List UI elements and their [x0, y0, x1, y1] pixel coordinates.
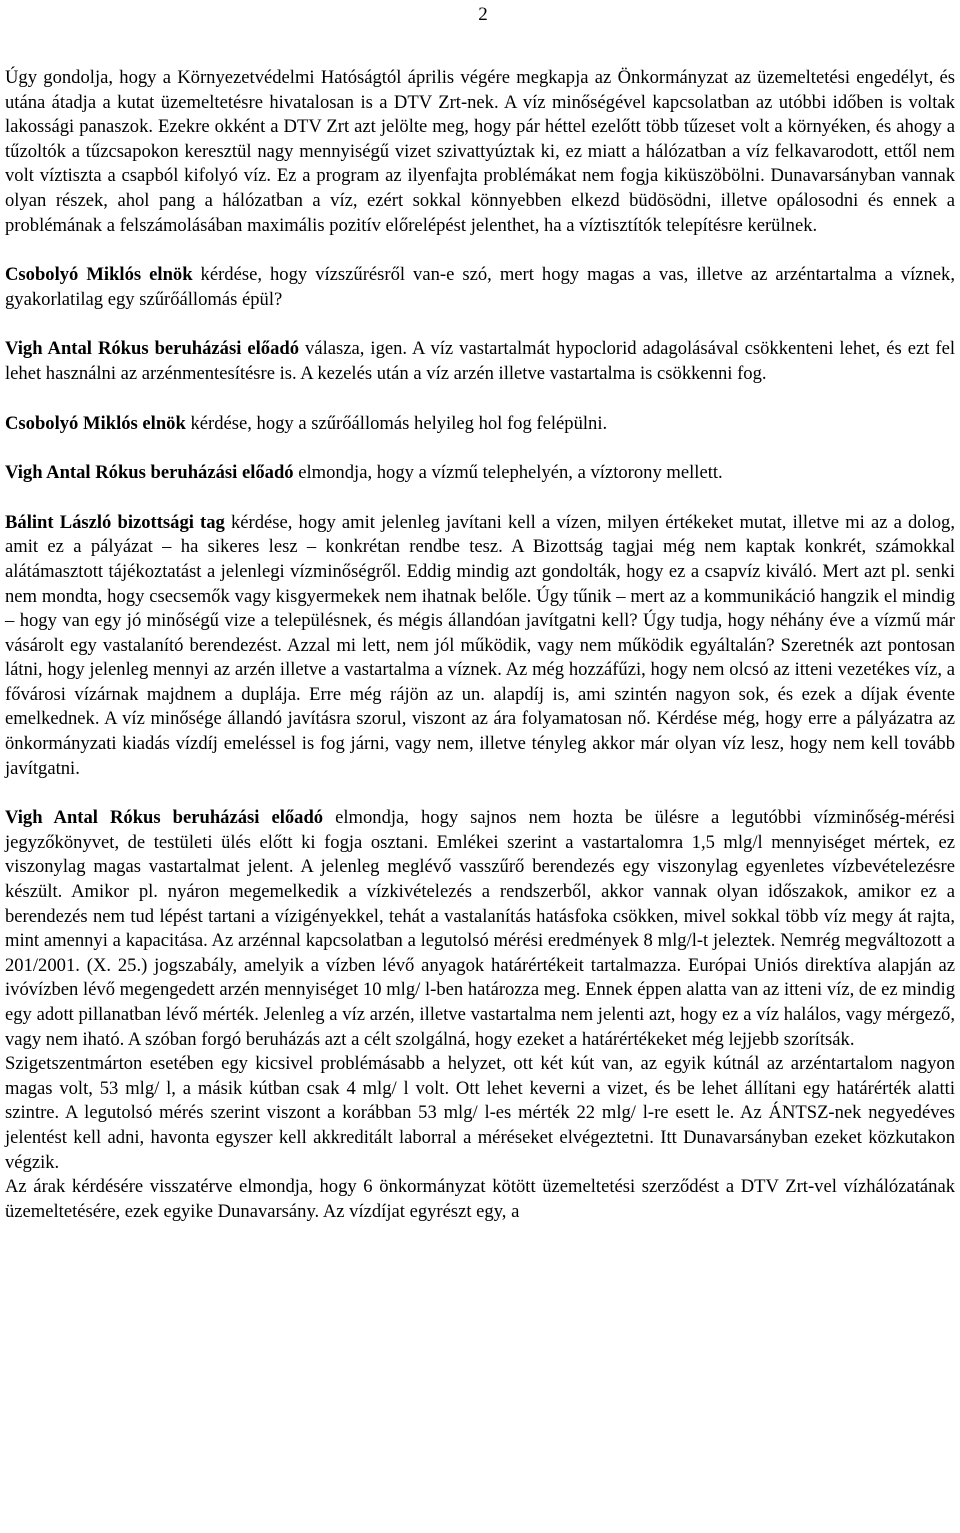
- paragraph-text: válasza, igen. A víz vastartalmát hypoclorid adagolásával csökkenteni lehet, és ezt fel lehet használni az arzénmentesítésre is. A kezelés után a víz arzén illetve vastartalma is csökkenni fog.: [5, 338, 955, 384]
- paragraph-intro: [5, 66, 955, 238]
- paragraph-question-location: [5, 412, 955, 437]
- speaker-name: Bálint László bizottsági tag: [5, 511, 225, 533]
- paragraph-szigetszentmarton: [5, 1052, 955, 1175]
- paragraph-text: kérdése, hogy a szűrőállomás helyileg hol fog felépülni.: [185, 412, 608, 434]
- paragraph-text: kérdése, hogy amit jelenleg javítani kell a vízen, milyen értékeket mutat, illetve mi az a dolog, amit ez a pályázat – ha sikeres lesz – konkrétan rendbe tesz. A Bizottság tagjai még nem kaptak konkrét, számokkal alátámasztott tájékoztatást a jelenlegi vízminőségről. Eddig mindig azt gondolták, hogy ez a csapvíz kiváló. Mert azt pl. senki nem mondta, hogy csecsemők vagy kisgyermekek nem ihatnak belőle. Úgy tűnik – mert az a kommunikáció hangzik el mindig – hogy van egy jó minőségű vize a településnek, és mégis állandóan javítgatni kell? Úgy tudja, hogy néhány éve a vízmű már vásárolt egy vastalanító berendezést. Azzal mi lett, nem jól működik, vagy nem működik egyáltalán? Szeretnék azt pontosan látni, hogy jelenleg mennyi az arzén illetve a vastartalma a víznek. Az még hozzáfűzi, hogy nem olcsó az itteni vezetékes víz, a fővárosi vízárnak majdnem a duplája. Erre még rájön az un. alapdíj is, ami szintén nagyon sok, és ezek a díjak évente emelkednek. A víz minősége állandó javításra szorul, viszont az ára folyamatosan nő. Kérdése még, hogy erre a pályázatra az önkormányzati kiadás vízdíj emeléssel is fog járni, vagy nem, illetve tényleg akkor már olyan víz lesz, hogy nem kell tovább javítgatni.: [5, 511, 955, 779]
- paragraph-text: Szigetszentmárton esetében egy kicsivel problémásabb a helyzet, ott két kút van, az egyik kútnál az arzéntartalom nagyon magas volt, 53 mlg/ l, a másik kútban csak 4 mlg/ l volt. Ott lehet keverni a vizet, és be lehet állítani egy határérték alatti szintre. A legutolsó mérés szerint viszont a korábban 53 mlg/ l-es mérték 22 mlg/ l-re esett le. Az ÁNTSZ-nek negyedéves jelentést kell adni, havonta egyszer kell akkreditált laborral a méréseket elvégeztetni. Itt Dunavarsányban ezeket közkutakon végzik.: [5, 1053, 955, 1173]
- page-number: 2: [478, 4, 488, 25]
- paragraph-question-quality: [5, 511, 955, 782]
- speaker-name: Vigh Antal Rókus beruházási előadó: [5, 462, 294, 484]
- paragraph-answer-quality: [5, 806, 955, 1052]
- paragraph-text: Az árak kérdésére visszatérve elmondja, hogy 6 önkormányzat kötött üzemeltetési szerződést a DTV Zrt-vel vízhálózatának üzemeltetésére, ezek egyike Dunavarsány. Az vízdíjat egyrészt egy, a: [5, 1176, 955, 1222]
- speaker-name: Csobolyó Miklós elnök: [5, 264, 193, 286]
- speaker-name: Vigh Antal Rókus beruházási előadó: [5, 807, 324, 829]
- paragraph-question-filtration: [5, 263, 955, 312]
- paragraph-prices: [5, 1175, 955, 1224]
- speaker-name: Vigh Antal Rókus beruházási előadó: [5, 338, 300, 360]
- paragraph-text: kérdése, hogy vízszűrésről van-e szó, mert hogy magas a vas, illetve az arzéntartalma a víznek, gyakorlatilag egy szűrőállomás épül?: [5, 264, 955, 310]
- paragraph-text: elmondja, hogy sajnos nem hozta be ülésre a legutóbbi vízminőség-mérési jegyzőkönyvet, de testületi ülés előtt ki fogja osztani. Emlékei szerint a vastartalomra 1,5 mlg/l mennyiséget mértek, ez viszonylag magas vastartalmat jelent. A jelenleg meglévő vasszűrő berendezés egy viszonylag egyenletes vízbevételezésre készült. Amikor pl. nyáron megemelkedik a vízkivételezés a rendszerből, akkor vannak olyan időszakok, amikor ez a berendezés nem tud lépést tartani a vízigényekkel, tehát a vastalanítás hatásfoka csökken, mivel sokkal több víz megy át rajta, mint amennyi a kapacitása. Az arzénnal kapcsolatban a legutolsó mérési eredmények 8 mlg/l-t jeleztek. Nemrég megváltozott a 201/2001. (X. 25.) jogszabály, amelyik a vízben lévő anyagok határértékeit tartalmazza. Európai Uniós direktíva alapján az ivóvízben lévő megengedett arzén mennyiséget 10 mlg/ l-ben határozza meg. Ennek éppen alatta van az itteni víz, de ez mindig egy adott pillanatban lévő mérték. Jelenleg a víz arzén, illetve vastartalma nem jelenti azt, hogy ez a víz halálos, vagy mérgező, vagy nem iható. A szóban forgó beruházás azt a célt szolgálná, hogy ezeket a határértékeket még lejjebb szorítsák.: [5, 807, 955, 1050]
- paragraph-answer-filtration: [5, 337, 955, 386]
- document-body: [5, 66, 955, 1224]
- paragraph-answer-location: [5, 461, 955, 486]
- speaker-name: Csobolyó Miklós elnök: [5, 412, 186, 434]
- paragraph-text: Úgy gondolja, hogy a Környezetvédelmi Hatóságtól április végére megkapja az Önkormányzat az üzemeltetési engedélyt, és utána átadja a kutat üzemeltetésre hivatalosan is a DTV Zrt-nek. A víz minőségével kapcsolatban az utóbbi időben is voltak lakossági panaszok. Ezekre okként a DTV Zrt azt jelölte meg, hogy pár héttel ezelőtt több tűzeset volt a környéken, és ahogy a tűzoltók a tűzcsapokon keresztül nagy mennyiségű vizet szivattyúztak ki, ez miatt a hálózatban a víz felkavarodott, ettől nem volt víztiszta a csapból kifolyó víz. Ez a program az ilyenfajta problémákat nem fogja kiküszöbölni. Dunavarsányban vannak olyan részek, ahol pang a hálózatban a víz, ezért sokkal könnyebben elkezd büdösödni, illetve opálosodni és ennek a problémának a felszámolásában maximális pozitív előrelépést jelenthet, ha a víztisztítók telepítésre kerülnek.: [5, 67, 955, 236]
- paragraph-text: elmondja, hogy a vízmű telephelyén, a víztorony mellett.: [293, 462, 723, 484]
